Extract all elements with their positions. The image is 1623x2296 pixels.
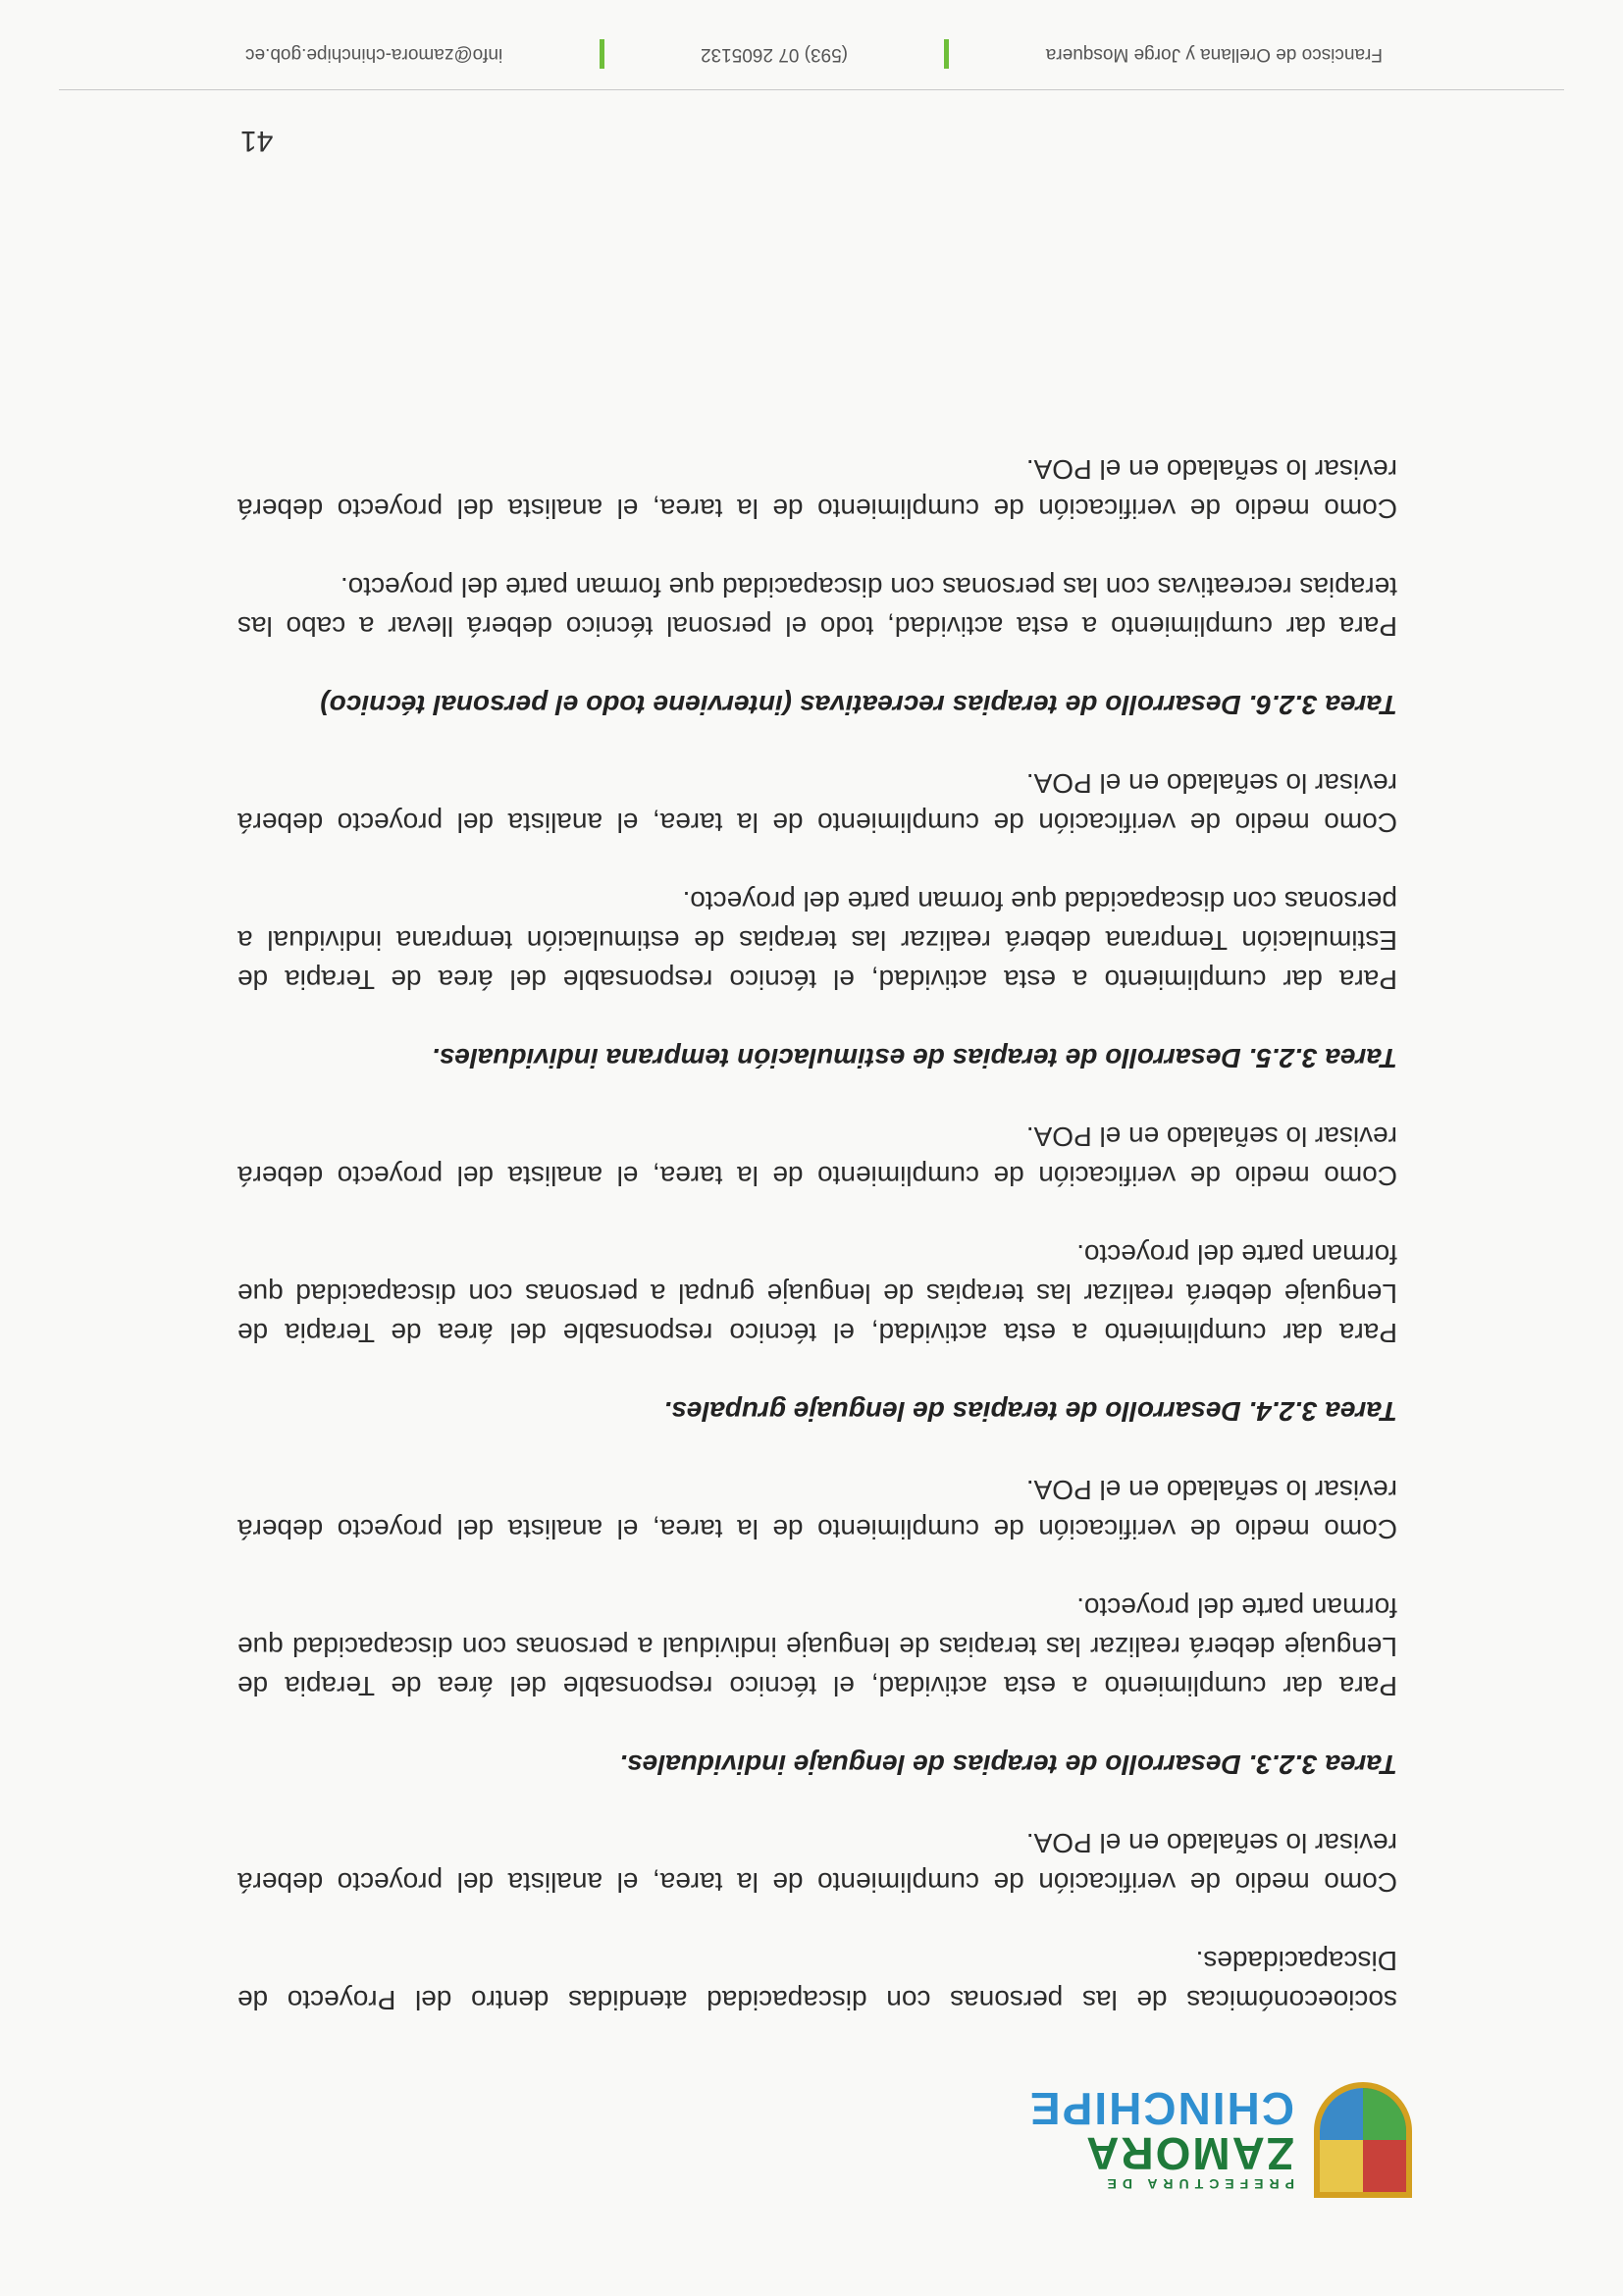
paragraph: Para dar cumplimiento a esta actividad, el técnico responsable del área de Terapia de Lenguaje deberá realizar las terapias de lenguaje individual a personas con discapacidad que forman parte del proyecto. [237, 1592, 1397, 1701]
logo-prefix: PREFECTURA DE [1101, 2176, 1294, 2192]
task-heading: Tarea 3.2.5. Desarrollo de terapias de estimulación temprana individuales. [431, 1043, 1397, 1073]
footer-address: Francisco de Orellana y Jorge Mosquera [1045, 44, 1383, 65]
task-heading: Tarea 3.2.3. Desarrollo de terapias de lenguaje individuales. [619, 1749, 1397, 1780]
page-footer [245, 39, 1383, 69]
coat-of-arms-icon [1314, 2082, 1412, 2198]
paragraph: Como medio de verificación de cumplimiento de la tarea, el analista del proyecto deberá revisar lo señalado en el POA. [237, 768, 1397, 838]
document-body [237, 410, 1397, 2019]
footer-separator [944, 39, 949, 69]
paragraph: Como medio de verificación de cumplimiento de la tarea, el analista del proyecto deberá revisar lo señalado en el POA. [237, 454, 1397, 524]
footer-divider [59, 89, 1564, 90]
paragraph: Para dar cumplimiento a esta actividad, el técnico responsable del área de Terapia de Lenguaje deberá realizar las terapias de lenguaje grupal a personas con discapacidad que forman parte del proyecto. [237, 1239, 1397, 1348]
paragraph: Para dar cumplimiento a esta actividad, todo el personal técnico deberá llevar a cabo las terapias recreativas con las personas con discapacidad que forman parte del proyecto. [237, 572, 1397, 642]
logo-line-zamora: ZAMORA [1084, 2128, 1294, 2179]
paragraph: Como medio de verificación de cumplimiento de la tarea, el analista del proyecto deberá revisar lo señalado en el POA. [237, 1475, 1397, 1544]
task-heading: Tarea 3.2.4. Desarrollo de terapias de lenguaje grupales. [663, 1396, 1397, 1427]
footer-email: info@zamora-chinchipe.gob.ec [245, 44, 503, 65]
page-number: 41 [240, 125, 274, 157]
paragraph: Para dar cumplimiento a esta actividad, el técnico responsable del área de Terapia de Estimulación Temprana deberá realizar las terapias de estimulación temprana individual a personas con discapacidad que forman parte del proyecto. [237, 886, 1397, 995]
task-heading: Tarea 3.2.6. Desarrollo de terapias recreativas (interviene todo el personal técnico) [320, 690, 1397, 720]
paragraph: Como medio de verificación de cumplimiento de la tarea, el analista del proyecto deberá revisar lo señalado en el POA. [237, 1122, 1397, 1191]
paragraph: socioeconómicas de las personas con discapacidad atendidas dentro del Proyecto de Discapacidades. [237, 1946, 1397, 2015]
paragraph: Como medio de verificación de cumplimiento de la tarea, el analista del proyecto deberá revisar lo señalado en el POA. [237, 1828, 1397, 1898]
letterhead [215, 2070, 1412, 2198]
prefecture-logo [1027, 2083, 1294, 2192]
logo-line-chinchipe: CHINCHIPE [1027, 2083, 1294, 2134]
footer-phone: (593) 07 2605132 [701, 44, 849, 65]
footer-separator [600, 39, 604, 69]
